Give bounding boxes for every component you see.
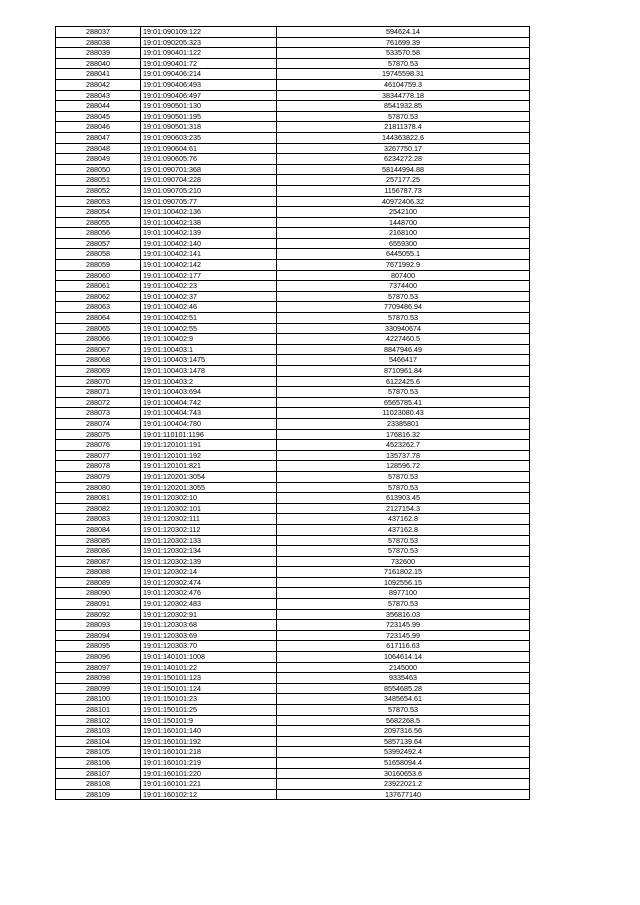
value-cell: 137677140 (277, 789, 530, 800)
cadastral-number-cell: 19:01:100402:46 (141, 302, 277, 313)
value-cell: 135737.78 (277, 450, 530, 461)
row-id-cell: 288096 (56, 652, 141, 663)
value-cell: 6565785.41 (277, 397, 530, 408)
value-cell: 40972406.32 (277, 196, 530, 207)
table-row (56, 122, 530, 133)
row-id-cell: 288090 (56, 588, 141, 599)
row-id-cell: 288043 (56, 90, 141, 101)
cadastral-number-cell: 19:01:120302:10 (141, 493, 277, 504)
cadastral-number-cell: 19:01:090501:318 (141, 122, 277, 133)
cadastral-number-cell: 19:01:120101:191 (141, 440, 277, 451)
cadastral-number-cell: 19:01:090205:323 (141, 37, 277, 48)
cadastral-number-cell: 19:01:090406:493 (141, 79, 277, 90)
value-cell: 7374400 (277, 281, 530, 292)
table-row (56, 641, 530, 652)
value-cell: 58144994.88 (277, 164, 530, 175)
row-id-cell: 288048 (56, 143, 141, 154)
row-id-cell: 288073 (56, 408, 141, 419)
table-row (56, 175, 530, 186)
row-id-cell: 288097 (56, 662, 141, 673)
cadastral-number-cell: 19:01:120302:134 (141, 546, 277, 557)
value-cell: 128596.72 (277, 461, 530, 472)
cadastral-number-cell: 19:01:100402:142 (141, 260, 277, 271)
cadastral-number-cell: 19:01:140101:22 (141, 662, 277, 673)
value-cell: 2097316.56 (277, 726, 530, 737)
row-id-cell: 288063 (56, 302, 141, 313)
row-id-cell: 288055 (56, 217, 141, 228)
cadastral-number-cell: 19:01:160101:219 (141, 757, 277, 768)
table-row (56, 418, 530, 429)
value-cell: 8710961.84 (277, 366, 530, 377)
value-cell: 5466417 (277, 355, 530, 366)
cadastral-number-cell: 19:01:160102:12 (141, 789, 277, 800)
table-row (56, 37, 530, 48)
row-id-cell: 288083 (56, 514, 141, 525)
row-id-cell: 288042 (56, 79, 141, 90)
row-id-cell: 288058 (56, 249, 141, 260)
table-row (56, 599, 530, 610)
table-row (56, 366, 530, 377)
value-cell: 7161802.15 (277, 567, 530, 578)
value-cell: 257177.25 (277, 175, 530, 186)
table-row (56, 588, 530, 599)
value-cell: 437162.8 (277, 514, 530, 525)
cadastral-number-cell: 19:01:120101:192 (141, 450, 277, 461)
cadastral-number-cell: 19:01:140101:1008 (141, 652, 277, 663)
row-id-cell: 288075 (56, 429, 141, 440)
table-row (56, 747, 530, 758)
row-id-cell: 288076 (56, 440, 141, 451)
table-row (56, 344, 530, 355)
cadastral-number-cell: 19:01:100404:742 (141, 397, 277, 408)
value-cell: 46104759.3 (277, 79, 530, 90)
table-row (56, 429, 530, 440)
table-row (56, 524, 530, 535)
cadastral-number-cell: 19:01:120303:68 (141, 620, 277, 631)
row-id-cell: 288108 (56, 779, 141, 790)
row-id-cell: 288067 (56, 344, 141, 355)
value-cell: 57870.53 (277, 387, 530, 398)
row-id-cell: 288064 (56, 313, 141, 324)
cadastral-number-cell: 19:01:160101:218 (141, 747, 277, 758)
value-cell: 761699.39 (277, 37, 530, 48)
cadastral-number-cell: 19:01:150101:23 (141, 694, 277, 705)
row-id-cell: 288089 (56, 577, 141, 588)
cadastral-number-cell: 19:01:120303:70 (141, 641, 277, 652)
cadastral-number-cell: 19:01:160101:220 (141, 768, 277, 779)
row-id-cell: 288109 (56, 789, 141, 800)
row-id-cell: 288060 (56, 270, 141, 281)
value-cell: 8554685.28 (277, 683, 530, 694)
cadastral-number-cell: 19:01:100403:1475 (141, 355, 277, 366)
cadastral-number-cell: 19:01:100402:139 (141, 228, 277, 239)
row-id-cell: 288071 (56, 387, 141, 398)
row-id-cell: 288065 (56, 323, 141, 334)
table-row (56, 196, 530, 207)
cadastral-number-cell: 19:01:120302:111 (141, 514, 277, 525)
table-row (56, 228, 530, 239)
table-row (56, 27, 530, 38)
table-row (56, 482, 530, 493)
table-row (56, 694, 530, 705)
value-cell: 7709486.94 (277, 302, 530, 313)
table-row (56, 79, 530, 90)
value-cell: 533570.58 (277, 48, 530, 59)
row-id-cell: 288086 (56, 546, 141, 557)
table-row (56, 450, 530, 461)
row-id-cell: 288051 (56, 175, 141, 186)
cadastral-number-cell: 19:01:100403:2 (141, 376, 277, 387)
row-id-cell: 288081 (56, 493, 141, 504)
row-id-cell: 288039 (56, 48, 141, 59)
row-id-cell: 288087 (56, 556, 141, 567)
cadastral-number-cell: 19:01:150101:9 (141, 715, 277, 726)
row-id-cell: 288059 (56, 260, 141, 271)
cadastral-number-cell: 19:01:100402:138 (141, 217, 277, 228)
table-row (56, 387, 530, 398)
cadastral-number-cell: 19:01:100403:1 (141, 344, 277, 355)
row-id-cell: 288056 (56, 228, 141, 239)
table-row (56, 471, 530, 482)
row-id-cell: 288061 (56, 281, 141, 292)
cadastral-number-cell: 19:01:090704:228 (141, 175, 277, 186)
value-cell: 6445055.1 (277, 249, 530, 260)
value-cell: 57870.53 (277, 535, 530, 546)
row-id-cell: 288068 (56, 355, 141, 366)
cadastral-number-cell: 19:01:100404:743 (141, 408, 277, 419)
table-row (56, 132, 530, 143)
value-cell: 3485654.61 (277, 694, 530, 705)
value-cell: 5682268.5 (277, 715, 530, 726)
data-table (55, 26, 530, 800)
table-row (56, 185, 530, 196)
cadastral-number-cell: 19:01:100402:51 (141, 313, 277, 324)
cadastral-number-cell: 19:01:120201:3054 (141, 471, 277, 482)
cadastral-number-cell: 19:01:090604:61 (141, 143, 277, 154)
table-row (56, 705, 530, 716)
row-id-cell: 288079 (56, 471, 141, 482)
table-row (56, 652, 530, 663)
table-row (56, 567, 530, 578)
table-row (56, 302, 530, 313)
row-id-cell: 288070 (56, 376, 141, 387)
value-cell: 8977100 (277, 588, 530, 599)
value-cell: 57870.53 (277, 313, 530, 324)
value-cell: 2168100 (277, 228, 530, 239)
value-cell: 2127154.3 (277, 503, 530, 514)
row-id-cell: 288105 (56, 747, 141, 758)
cadastral-number-cell: 19:01:100402:177 (141, 270, 277, 281)
table-row (56, 90, 530, 101)
value-cell: 594624.14 (277, 27, 530, 38)
value-cell: 1092556.15 (277, 577, 530, 588)
cadastral-number-cell: 19:01:150101:124 (141, 683, 277, 694)
cadastral-number-cell: 19:01:090705:77 (141, 196, 277, 207)
value-cell: 30160653.6 (277, 768, 530, 779)
row-id-cell: 288080 (56, 482, 141, 493)
cadastral-number-cell: 19:01:090701:368 (141, 164, 277, 175)
cadastral-number-cell: 19:01:120302:101 (141, 503, 277, 514)
value-cell: 2145000 (277, 662, 530, 673)
table-row (56, 355, 530, 366)
cadastral-number-cell: 19:01:090501:195 (141, 111, 277, 122)
table-row (56, 789, 530, 800)
value-cell: 38344778.18 (277, 90, 530, 101)
cadastral-number-cell: 19:01:120101:821 (141, 461, 277, 472)
value-cell: 4227460.5 (277, 334, 530, 345)
table-row (56, 260, 530, 271)
row-id-cell: 288040 (56, 58, 141, 69)
cadastral-number-cell: 19:01:090705:210 (141, 185, 277, 196)
cadastral-number-cell: 19:01:120302:474 (141, 577, 277, 588)
value-cell: 617116.63 (277, 641, 530, 652)
value-cell: 7671992.9 (277, 260, 530, 271)
row-id-cell: 288100 (56, 694, 141, 705)
value-cell: 53992492.4 (277, 747, 530, 758)
value-cell: 57870.53 (277, 546, 530, 557)
table-row (56, 715, 530, 726)
row-id-cell: 288038 (56, 37, 141, 48)
table-row (56, 101, 530, 112)
cadastral-number-cell: 19:01:120302:476 (141, 588, 277, 599)
table-row (56, 69, 530, 80)
cadastral-number-cell: 19:01:090401:122 (141, 48, 277, 59)
table-row (56, 556, 530, 567)
table-row (56, 577, 530, 588)
table-row (56, 323, 530, 334)
table-row (56, 662, 530, 673)
table-row (56, 408, 530, 419)
row-id-cell: 288095 (56, 641, 141, 652)
value-cell: 144363822.6 (277, 132, 530, 143)
row-id-cell: 288093 (56, 620, 141, 631)
value-cell: 6559300 (277, 238, 530, 249)
value-cell: 4523262.7 (277, 440, 530, 451)
row-id-cell: 288091 (56, 599, 141, 610)
cadastral-number-cell: 19:01:090605:76 (141, 154, 277, 165)
row-id-cell: 288037 (56, 27, 141, 38)
cadastral-number-cell: 19:01:100402:140 (141, 238, 277, 249)
value-cell: 437162.8 (277, 524, 530, 535)
row-id-cell: 288049 (56, 154, 141, 165)
value-cell: 356816.03 (277, 609, 530, 620)
row-id-cell: 288057 (56, 238, 141, 249)
cadastral-number-cell: 19:01:150101:123 (141, 673, 277, 684)
table-row (56, 535, 530, 546)
row-id-cell: 288088 (56, 567, 141, 578)
table-row (56, 493, 530, 504)
value-cell: 6122425.6 (277, 376, 530, 387)
table-row (56, 238, 530, 249)
value-cell: 57870.53 (277, 705, 530, 716)
row-id-cell: 288050 (56, 164, 141, 175)
value-cell: 11023080.43 (277, 408, 530, 419)
row-id-cell: 288104 (56, 736, 141, 747)
table-row (56, 397, 530, 408)
table-row (56, 736, 530, 747)
row-id-cell: 288084 (56, 524, 141, 535)
table-row (56, 164, 530, 175)
cadastral-number-cell: 19:01:100403:1478 (141, 366, 277, 377)
data-sheet (55, 26, 530, 800)
cadastral-number-cell: 19:01:120302:91 (141, 609, 277, 620)
cadastral-number-cell: 19:01:100403:694 (141, 387, 277, 398)
table-row (56, 757, 530, 768)
value-cell: 1064614.14 (277, 652, 530, 663)
row-id-cell: 288045 (56, 111, 141, 122)
cadastral-number-cell: 19:01:160101:140 (141, 726, 277, 737)
cadastral-number-cell: 19:01:100402:23 (141, 281, 277, 292)
table-row (56, 313, 530, 324)
cadastral-number-cell: 19:01:160101:221 (141, 779, 277, 790)
table-row (56, 376, 530, 387)
table-row (56, 207, 530, 218)
row-id-cell: 288098 (56, 673, 141, 684)
cadastral-number-cell: 19:01:120201:3055 (141, 482, 277, 493)
cadastral-number-cell: 19:01:090406:497 (141, 90, 277, 101)
value-cell: 176816.32 (277, 429, 530, 440)
row-id-cell: 288102 (56, 715, 141, 726)
row-id-cell: 288101 (56, 705, 141, 716)
cadastral-number-cell: 19:01:100402:141 (141, 249, 277, 260)
row-id-cell: 288052 (56, 185, 141, 196)
value-cell: 6234272.28 (277, 154, 530, 165)
row-id-cell: 288103 (56, 726, 141, 737)
row-id-cell: 288053 (56, 196, 141, 207)
table-row (56, 291, 530, 302)
cadastral-number-cell: 19:01:090109:122 (141, 27, 277, 38)
cadastral-number-cell: 19:01:120302:14 (141, 567, 277, 578)
value-cell: 57870.53 (277, 291, 530, 302)
table-row (56, 440, 530, 451)
cadastral-number-cell: 19:01:120302:133 (141, 535, 277, 546)
table-row (56, 111, 530, 122)
cadastral-number-cell: 19:01:090501:130 (141, 101, 277, 112)
cadastral-number-cell: 19:01:100402:136 (141, 207, 277, 218)
value-cell: 1156787.73 (277, 185, 530, 196)
cadastral-number-cell: 19:01:100402:55 (141, 323, 277, 334)
table-row (56, 48, 530, 59)
cadastral-number-cell: 19:01:120302:139 (141, 556, 277, 567)
row-id-cell: 288072 (56, 397, 141, 408)
row-id-cell: 288066 (56, 334, 141, 345)
value-cell: 57870.53 (277, 599, 530, 610)
table-row (56, 503, 530, 514)
cadastral-number-cell: 19:01:090401:72 (141, 58, 277, 69)
row-id-cell: 288069 (56, 366, 141, 377)
value-cell: 613903.45 (277, 493, 530, 504)
table-row (56, 270, 530, 281)
table-row (56, 620, 530, 631)
cadastral-number-cell: 19:01:100402:37 (141, 291, 277, 302)
row-id-cell: 288077 (56, 450, 141, 461)
row-id-cell: 288099 (56, 683, 141, 694)
cadastral-number-cell: 19:01:100402:9 (141, 334, 277, 345)
table-row (56, 217, 530, 228)
table-row (56, 154, 530, 165)
table-row (56, 514, 530, 525)
row-id-cell: 288062 (56, 291, 141, 302)
row-id-cell: 288092 (56, 609, 141, 620)
row-id-cell: 288078 (56, 461, 141, 472)
row-id-cell: 288082 (56, 503, 141, 514)
table-row (56, 726, 530, 737)
table-row (56, 609, 530, 620)
value-cell: 330940674 (277, 323, 530, 334)
cadastral-number-cell: 19:01:120303:69 (141, 630, 277, 641)
row-id-cell: 288047 (56, 132, 141, 143)
row-id-cell: 288054 (56, 207, 141, 218)
cadastral-number-cell: 19:01:090603:235 (141, 132, 277, 143)
row-id-cell: 288107 (56, 768, 141, 779)
table-row (56, 779, 530, 790)
table-row (56, 281, 530, 292)
value-cell: 723145.99 (277, 630, 530, 641)
table-row (56, 58, 530, 69)
value-cell: 57870.53 (277, 482, 530, 493)
table-row (56, 143, 530, 154)
table-row (56, 546, 530, 557)
row-id-cell: 288044 (56, 101, 141, 112)
value-cell: 5857139.64 (277, 736, 530, 747)
table-row (56, 334, 530, 345)
table-row (56, 673, 530, 684)
row-id-cell: 288046 (56, 122, 141, 133)
value-cell: 2542100 (277, 207, 530, 218)
row-id-cell: 288074 (56, 418, 141, 429)
value-cell: 21811378.4 (277, 122, 530, 133)
cadastral-number-cell: 19:01:120302:112 (141, 524, 277, 535)
value-cell: 8541932.85 (277, 101, 530, 112)
table-row (56, 249, 530, 260)
value-cell: 732600 (277, 556, 530, 567)
value-cell: 57870.53 (277, 471, 530, 482)
value-cell: 51658094.4 (277, 757, 530, 768)
value-cell: 723145.99 (277, 620, 530, 631)
value-cell: 807400 (277, 270, 530, 281)
value-cell: 9335463 (277, 673, 530, 684)
cadastral-number-cell: 19:01:110101:1196 (141, 429, 277, 440)
value-cell: 23922021.2 (277, 779, 530, 790)
value-cell: 3267750.17 (277, 143, 530, 154)
cadastral-number-cell: 19:01:160101:192 (141, 736, 277, 747)
value-cell: 57870.53 (277, 58, 530, 69)
table-row (56, 461, 530, 472)
table-row (56, 630, 530, 641)
value-cell: 1448700 (277, 217, 530, 228)
row-id-cell: 288106 (56, 757, 141, 768)
row-id-cell: 288085 (56, 535, 141, 546)
table-body (56, 27, 530, 800)
table-row (56, 768, 530, 779)
row-id-cell: 288094 (56, 630, 141, 641)
value-cell: 23385801 (277, 418, 530, 429)
cadastral-number-cell: 19:01:150101:25 (141, 705, 277, 716)
cadastral-number-cell: 19:01:100404:780 (141, 418, 277, 429)
value-cell: 57870.53 (277, 111, 530, 122)
row-id-cell: 288041 (56, 69, 141, 80)
value-cell: 19745598.31 (277, 69, 530, 80)
cadastral-number-cell: 19:01:120302:483 (141, 599, 277, 610)
table-row (56, 683, 530, 694)
cadastral-number-cell: 19:01:090406:214 (141, 69, 277, 80)
value-cell: 8847946.49 (277, 344, 530, 355)
